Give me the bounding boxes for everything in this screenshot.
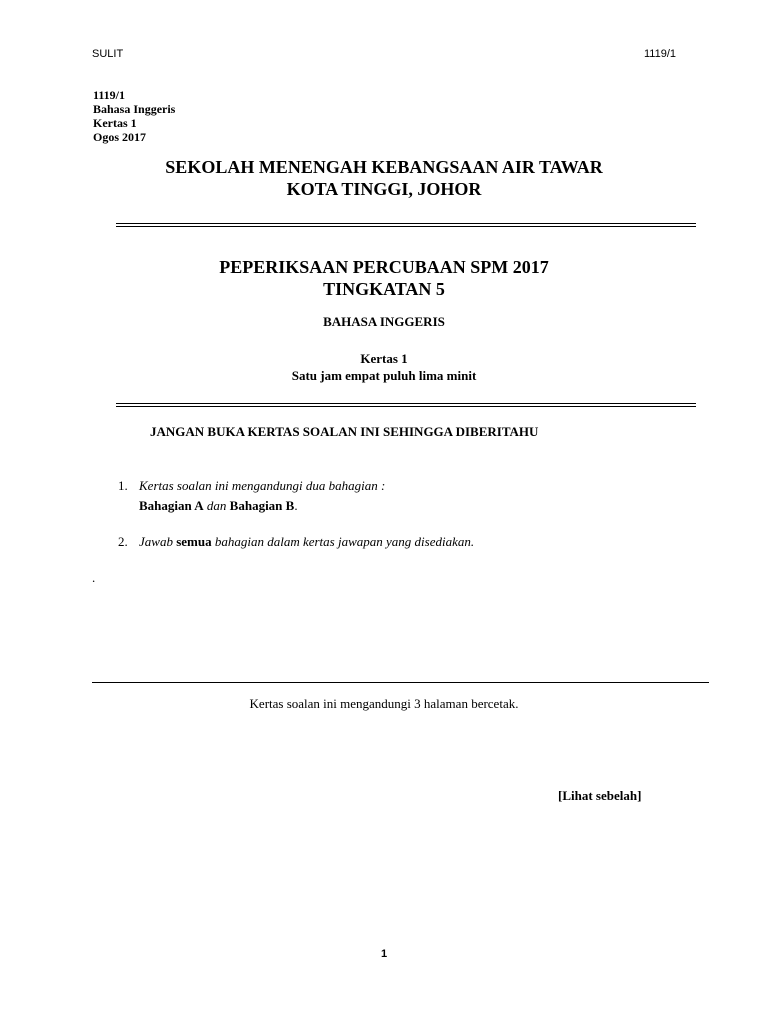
school-name-block <box>0 156 768 200</box>
instruction-1 <box>118 476 385 516</box>
section-a-label: Bahagian A <box>139 498 204 513</box>
period-text: . <box>294 498 298 513</box>
meta-subject: Bahasa Inggeris <box>93 102 176 116</box>
double-rule-top <box>116 223 696 227</box>
instruction-emphasis: semua <box>176 534 212 549</box>
page-count-note: Kertas soalan ini mengandungi 3 halaman bercetak. <box>249 696 519 711</box>
exam-paper-block <box>0 350 768 384</box>
stray-mark: . <box>92 570 96 585</box>
page-number: 1 <box>380 948 388 960</box>
section-b-label: Bahagian B <box>229 498 295 513</box>
exam-subject: BAHASA INGGERIS <box>323 314 445 329</box>
next-page-note: [Lihat sebelah] <box>558 788 642 803</box>
school-location: KOTA TINGGI, JOHOR <box>286 179 482 199</box>
header-code: 1119/1 <box>643 48 676 60</box>
paper-meta-block <box>93 88 175 144</box>
instruction-text: Kertas soalan ini mengandungi dua bahagian : <box>139 478 386 493</box>
double-rule-bottom <box>116 403 696 407</box>
exam-title-block <box>0 256 768 300</box>
exam-form: TINGKATAN 5 <box>323 279 445 299</box>
meta-date: Ogos 2017 <box>93 130 147 144</box>
school-name: SEKOLAH MENENGAH KEBANGSAAN AIR TAWAR <box>165 157 603 177</box>
meta-code: 1119/1 <box>93 88 126 102</box>
exam-paper: Kertas 1 <box>360 351 408 366</box>
exam-duration: Satu jam empat puluh lima minit <box>291 368 477 383</box>
instruction-2 <box>118 532 474 552</box>
do-not-open-warning: JANGAN BUKA KERTAS SOALAN INI SEHINGGA DIBERITAHU <box>150 424 539 439</box>
instruction-number: 1. <box>118 478 128 493</box>
instruction-number: 2. <box>118 534 128 549</box>
instruction-text-c: bahagian dalam kertas jawapan yang disediakan. <box>214 534 475 549</box>
exam-title: PEPERIKSAAN PERCUBAAN SPM 2017 <box>219 257 549 277</box>
header-classification: SULIT <box>92 48 124 60</box>
conjunction-text: dan <box>206 498 227 513</box>
footer-rule <box>92 682 709 683</box>
meta-paper: Kertas 1 <box>93 116 137 130</box>
instruction-text-a: Jawab <box>139 534 173 549</box>
